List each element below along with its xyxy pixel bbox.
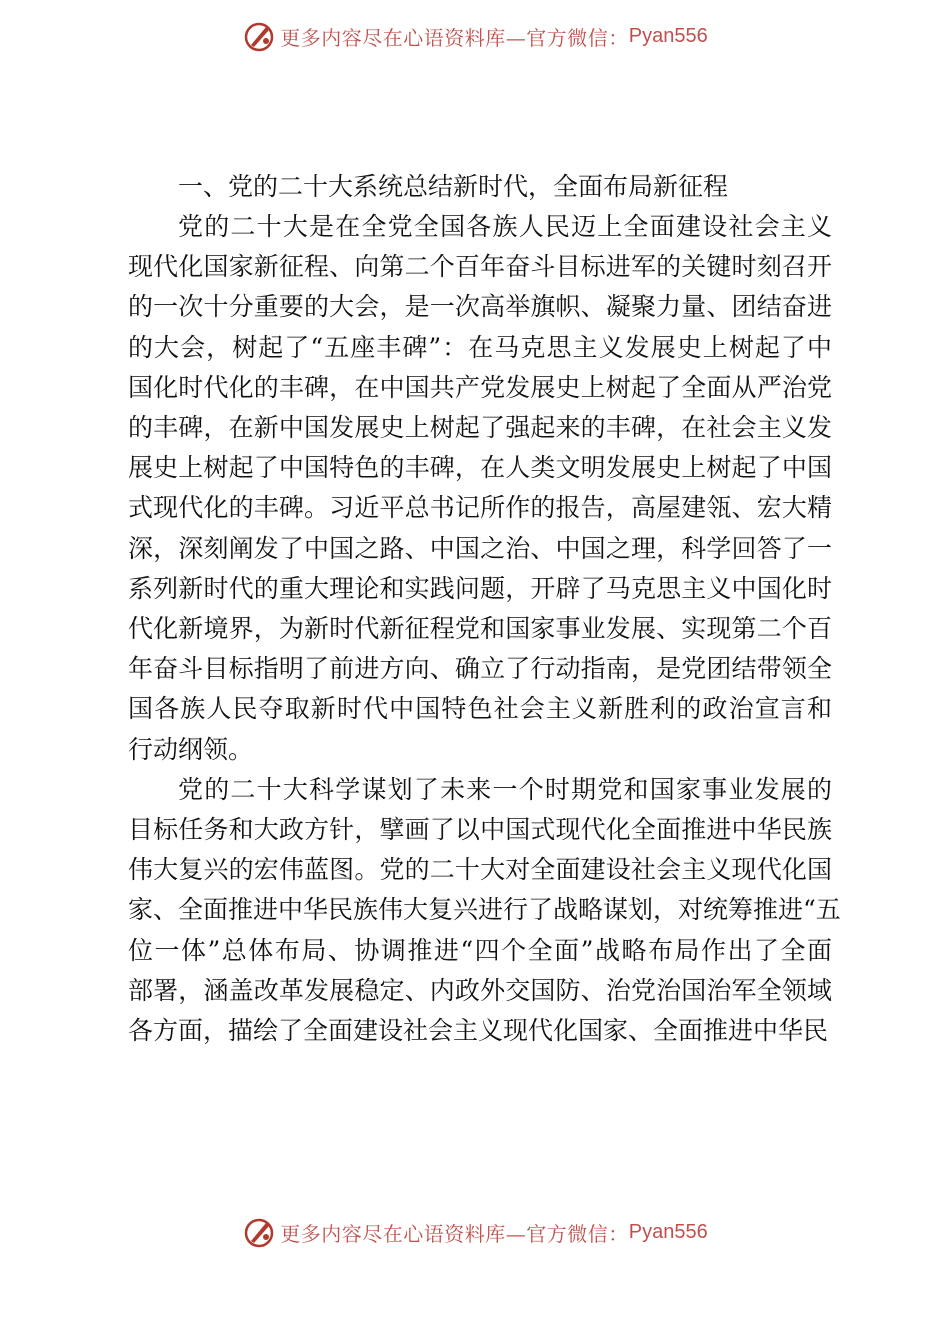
text-line: 代化新境界，为新时代新征程党和国家事业发展、实现第二个百 xyxy=(128,614,832,644)
text-line: 年奋斗目标指明了前进方向、确立了行动指南，是党团结带领全 xyxy=(128,654,832,684)
text-line: 部署，涵盖改革发展稳定、内政外交国防、治党治国治军全领域 xyxy=(128,975,832,1005)
text-line: 的大会，树起了“五座丰碑”：在马克思主义发展史上树起了中 xyxy=(128,332,832,362)
text-line: 的一次十分重要的大会，是一次高举旗帜、凝聚力量、团结奋进 xyxy=(128,292,832,322)
pen-circle-logo-icon xyxy=(242,19,276,53)
text-line: 党的二十大科学谋划了未来一个时期党和国家事业发展的 xyxy=(178,774,832,804)
text-line: 现代化国家新征程、向第二个百年奋斗目标进军的关键时刻召开 xyxy=(128,252,832,282)
text-line: 展史上树起了中国特色的丰碑，在人类文明发展史上树起了中国 xyxy=(128,453,832,483)
text-line: 系列新时代的重大理论和实践问题，开辟了马克思主义中国化时 xyxy=(128,573,832,603)
text-line: 国各族人民夺取新时代中国特色社会主义新胜利的政治宣言和 xyxy=(128,694,832,724)
text-line: 式现代化的丰碑。习近平总书记所作的报告，高屋建瓴、宏大精 xyxy=(128,493,832,523)
banner-contact: Pyan556 xyxy=(628,24,708,47)
banner-text: 更多内容尽在心语资料库—官方微信： xyxy=(280,1221,629,1246)
text-line: 的丰碑，在新中国发展史上树起了强起来的丰碑，在社会主义发 xyxy=(128,413,832,443)
footer-banner xyxy=(0,1212,950,1252)
banner-contact: Pyan556 xyxy=(628,1220,708,1243)
banner-text: 更多内容尽在心语资料库—官方微信： xyxy=(280,25,629,50)
paragraph-2 xyxy=(128,770,841,1051)
text-line: 伟大复兴的宏伟蓝图。党的二十大对全面建设社会主义现代化国 xyxy=(128,855,832,885)
text-line: 深，深刻阐发了中国之路、中国之治、中国之理，科学回答了一 xyxy=(128,533,832,563)
text-line: 各方面，描绘了全面建设社会主义现代化国家、全面推进中华民 xyxy=(128,1016,829,1046)
document-body xyxy=(128,167,841,1051)
paragraph-1 xyxy=(128,207,832,770)
header-banner xyxy=(0,16,950,56)
pen-circle-logo-icon xyxy=(242,1215,276,1249)
text-line: 国化时代化的丰碑，在中国共产党发展史上树起了全面从严治党 xyxy=(128,372,832,402)
text-line: 家、全面推进中华民族伟大复兴进行了战略谋划，对统筹推进“五 xyxy=(128,895,841,925)
text-line: 行动纲领。 xyxy=(128,734,254,764)
section-heading: 一、党的二十大系统总结新时代，全面布局新征程 xyxy=(178,172,729,201)
text-line: 目标任务和大政方针，擘画了以中国式现代化全面推进中华民族 xyxy=(128,815,832,845)
text-line: 党的二十大是在全党全国各族人民迈上全面建设社会主义 xyxy=(178,212,832,241)
text-line: 位一体”总体布局、协调推进“四个全面”战略布局作出了全面 xyxy=(128,935,832,965)
